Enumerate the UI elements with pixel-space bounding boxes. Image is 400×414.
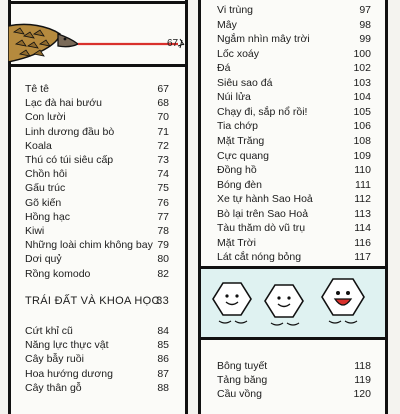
toc-entry[interactable]: [11, 352, 185, 366]
toc-entry-page: 74: [157, 168, 169, 181]
toc-entry-page: 68: [157, 97, 169, 110]
toc-entry-title: Tê tê: [25, 83, 49, 95]
toc-entry-page: 119: [354, 374, 371, 387]
section-heading-title: TRÁI ĐẤT VÀ KHOA HỌC: [25, 295, 160, 307]
toc-entry[interactable]: [11, 267, 185, 281]
toc-entry-title: Rồng komodo: [25, 267, 91, 280]
left-toc-column: [8, 0, 188, 414]
toc-entry-page: 67: [157, 83, 169, 95]
toc-entry-title: Hoa hướng dương: [25, 367, 113, 380]
toc-entry-title: Gấu trúc: [25, 182, 66, 195]
snowflake-illustration-panel: [201, 269, 385, 337]
toc-entry[interactable]: [11, 381, 185, 395]
toc-entry[interactable]: [201, 236, 385, 250]
toc-entry-title: Siêu sao đá: [217, 76, 273, 89]
toc-entry-page: 73: [157, 154, 169, 166]
toc-entry-page: 111: [355, 178, 371, 191]
toc-entry-page: 98: [359, 18, 371, 31]
toc-entry[interactable]: [201, 32, 385, 46]
illustration-divider: [11, 64, 185, 67]
toc-entry-page: 118: [354, 360, 371, 372]
toc-entry-page: 72: [157, 139, 169, 152]
toc-entry-page: 71: [157, 125, 169, 138]
toc-entry-page: 78: [157, 225, 169, 237]
toc-entry-title: Chạy đi, sắp nổ rồi!: [217, 105, 308, 118]
toc-entry-page: 106: [353, 120, 371, 133]
toc-entry[interactable]: [11, 153, 185, 167]
cloud-bottom-divider: [201, 337, 385, 340]
toc-entry[interactable]: [201, 105, 385, 119]
toc-entry[interactable]: [201, 18, 385, 32]
toc-entry[interactable]: [11, 210, 185, 224]
toc-entry-title: Tàu thăm dò vũ trụ: [217, 222, 306, 235]
toc-entry[interactable]: [11, 181, 185, 195]
toc-entry-title: Dơi quỷ: [25, 253, 62, 266]
toc-entry-title: Đồng hồ: [217, 164, 257, 177]
toc-entry-page: 97: [359, 4, 371, 16]
toc-entry-title: Lát cắt nóng bỏng: [217, 251, 302, 264]
toc-entry[interactable]: [201, 3, 385, 17]
toc-entry-title: Koala: [25, 139, 52, 152]
toc-entry[interactable]: [201, 250, 385, 264]
toc-entry-title: Cứt khỉ cũ: [25, 325, 73, 337]
toc-entry-page: 88: [157, 381, 169, 394]
toc-entry-title: Mây: [217, 18, 237, 31]
toc-entry[interactable]: [11, 224, 185, 238]
snowflake-characters-illustration: [201, 269, 385, 337]
toc-entry[interactable]: [11, 125, 185, 139]
toc-entry[interactable]: [201, 221, 385, 235]
toc-entry-title: Lạc đà hai bướu: [25, 97, 102, 110]
toc-entry-page: 99: [359, 33, 371, 46]
toc-entry[interactable]: [201, 163, 385, 177]
toc-entry-page: 85: [157, 339, 169, 352]
toc-entry-title: Mặt Trời: [217, 236, 256, 249]
toc-entry-page: 113: [354, 207, 371, 220]
toc-entry[interactable]: [11, 238, 185, 252]
toc-entry[interactable]: [11, 252, 185, 266]
toc-entry[interactable]: [201, 61, 385, 75]
page-number-ant: 67: [167, 38, 179, 49]
toc-entry-page: 79: [157, 239, 169, 252]
toc-entry[interactable]: [11, 167, 185, 181]
toc-entry-page: 80: [157, 253, 169, 266]
toc-entry-page: 76: [157, 196, 169, 209]
toc-entry-page: 116: [354, 236, 371, 249]
toc-entry-title: Chồn hôi: [25, 168, 68, 181]
toc-entry-title: Những loài chim không bay: [25, 239, 153, 252]
toc-entry[interactable]: [201, 359, 385, 373]
section-heading[interactable]: [11, 294, 185, 308]
toc-entry-page: 84: [157, 325, 169, 337]
toc-entry-title: Gõ kiến: [25, 196, 62, 209]
toc-entry-page: 110: [354, 164, 371, 177]
toc-entry-title: Mặt Trăng: [217, 134, 265, 147]
right-toc-column: [198, 0, 388, 414]
toc-entry-title: Xe tự hành Sao Hoả: [217, 193, 313, 206]
toc-entry[interactable]: [11, 324, 185, 338]
toc-entry-title: Cực quang: [217, 149, 269, 162]
toc-entry-page: 86: [157, 353, 169, 366]
toc-entry-title: Lốc xoáy: [217, 47, 260, 60]
toc-entry-title: Cây bẫy ruồi: [25, 353, 84, 366]
toc-entry-page: 75: [157, 182, 169, 195]
toc-entry-page: 105: [353, 105, 371, 118]
toc-entry[interactable]: [11, 82, 185, 96]
toc-entry[interactable]: [201, 387, 385, 401]
toc-entry-title: Tia chớp: [217, 120, 258, 133]
toc-entry-page: 102: [353, 62, 371, 75]
toc-entry[interactable]: [11, 367, 185, 381]
toc-entry[interactable]: [201, 149, 385, 163]
toc-entry[interactable]: [11, 196, 185, 210]
toc-entry-title: Núi lửa: [217, 91, 251, 104]
toc-entry[interactable]: [201, 76, 385, 90]
pangolin-illustration: [8, 4, 188, 64]
toc-entry-page: 104: [353, 91, 371, 104]
toc-entry-title: Cầu vồng: [217, 388, 262, 401]
toc-entry[interactable]: [201, 373, 385, 387]
toc-entry-page: 103: [353, 76, 371, 89]
toc-entry-page: 114: [354, 222, 371, 235]
toc-entry-page: 108: [353, 134, 371, 147]
toc-entry-page: 117: [354, 251, 371, 264]
toc-entry-page: 109: [353, 149, 371, 162]
toc-entry-title: Vi trùng: [217, 4, 253, 16]
toc-entry-title: Con lười: [25, 111, 66, 124]
toc-entry[interactable]: [201, 134, 385, 148]
toc-entry-page: 70: [157, 111, 169, 124]
toc-entry-page: 82: [157, 267, 169, 280]
toc-entry-title: Ngắm nhìn mây trời: [217, 33, 310, 46]
toc-entry-title: Bò lại trên Sao Hoả: [217, 207, 309, 220]
toc-entry[interactable]: [201, 192, 385, 206]
toc-entry[interactable]: [201, 47, 385, 61]
toc-entry-title: Năng lực thực vật: [25, 339, 109, 352]
toc-entry-title: Thú có túi siêu cấp: [25, 154, 114, 166]
toc-entry-page: 87: [157, 367, 169, 380]
toc-entry-title: Linh dương đầu bò: [25, 125, 115, 138]
toc-entry[interactable]: [201, 178, 385, 192]
toc-entry-page: 100: [353, 47, 371, 60]
toc-entry-title: Cây thân gỗ: [25, 381, 82, 394]
toc-entry[interactable]: [11, 338, 185, 352]
toc-entry-title: Tảng băng: [217, 374, 268, 387]
toc-entry[interactable]: [201, 90, 385, 104]
section-heading-page: 83: [156, 295, 169, 307]
toc-entry[interactable]: [11, 96, 185, 110]
toc-entry-page: 112: [354, 193, 371, 206]
toc-entry-title: Hồng hạc: [25, 210, 70, 223]
toc-entry[interactable]: [11, 139, 185, 153]
toc-entry-page: 120: [353, 388, 371, 401]
toc-entry-title: Đá: [217, 62, 231, 75]
toc-entry-title: Bông tuyết: [217, 360, 268, 372]
toc-entry-page: 77: [157, 210, 169, 223]
toc-entry[interactable]: [201, 207, 385, 221]
toc-entry[interactable]: [201, 119, 385, 133]
toc-entry-title: Bóng đèn: [217, 178, 262, 191]
toc-entry[interactable]: [11, 110, 185, 124]
toc-entry-title: Kiwi: [25, 225, 45, 237]
